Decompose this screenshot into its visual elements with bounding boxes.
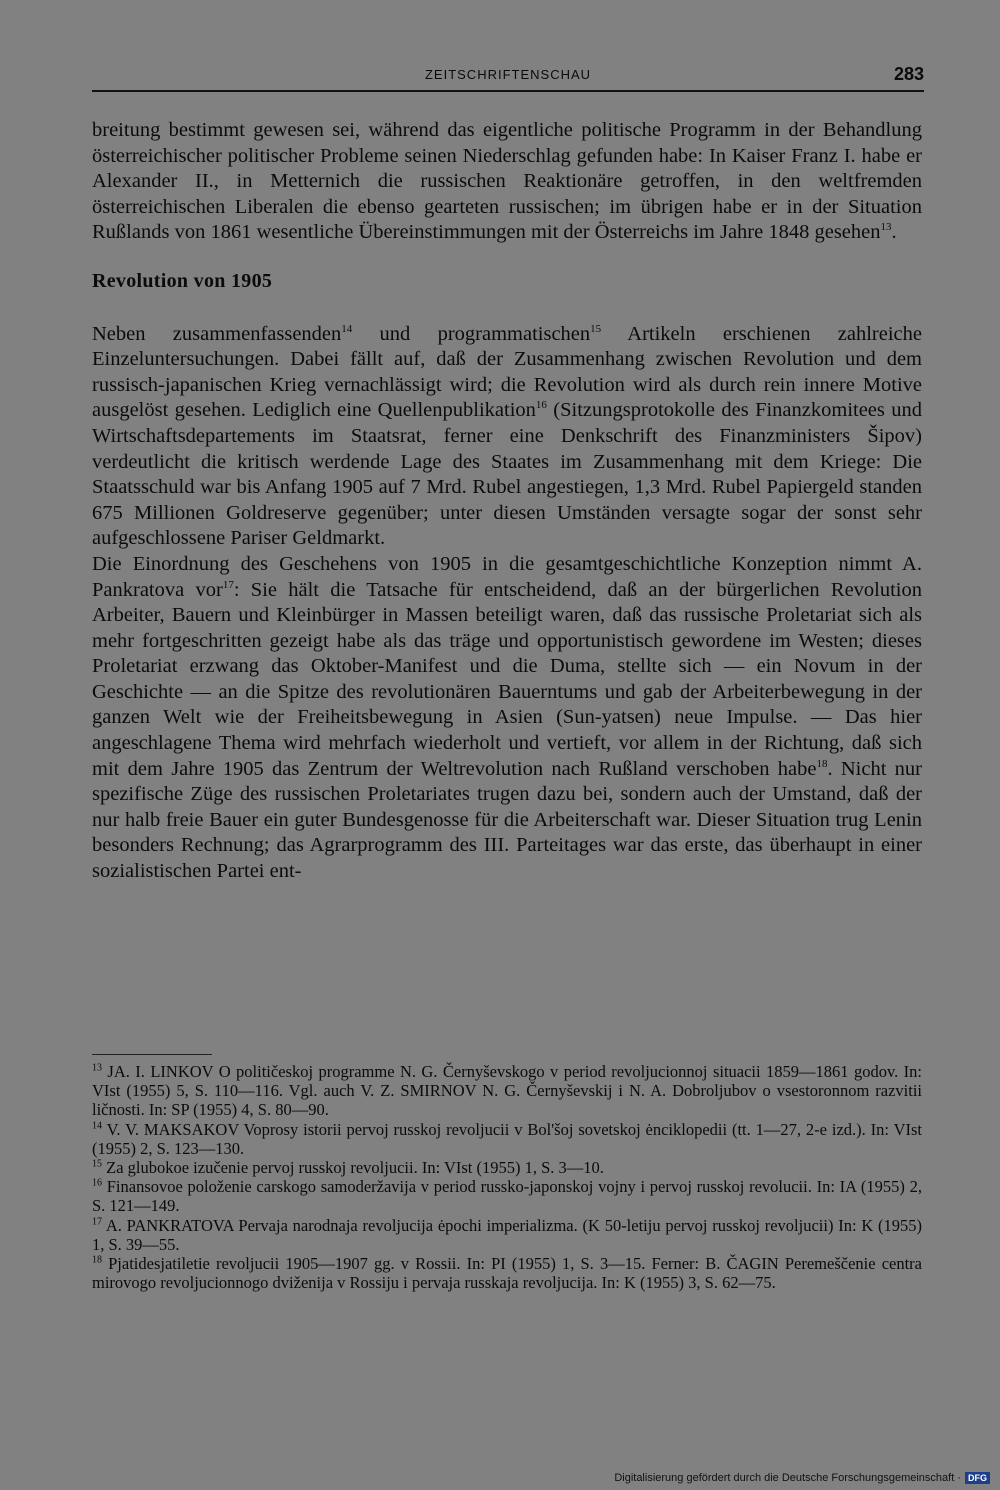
paragraph-2 [92,322,922,552]
footnote-15 [92,1158,922,1177]
paragraph-3-part-b: : Sie hält die Tatsache für entscheidend, daß an der bürgerlichen Revolution Arbeiter, Bauern und Kleinbürger in Massen beteiligt waren, daß das russische Proletariat sich als mehr fortgeschritten gezeigt habe als das träge und opportunistisch gewordene im Westen; dieses Proletariat erzwang das Oktober-Manifest und die Duma, stellte sich — ein Novum in der Geschichte — an die Spitze des revolutionären Bauerntums und gab der Arbeiterbewegung in der ganzen Welt wie der Freiheitsbewegung in Asien (Sun-yatsen) neue Impulse. — Das hier angeschlagene Thema wird mehrfach wiederholt und vertieft, vor allem in der Richtung, daß sich mit dem Jahre 1905 das Zentrum der Weltrevolution nach Rußland verschoben habe [92,578,923,780]
footnote-number: 16 [92,1177,102,1189]
paragraph-2-part-d: (Sitzungsprotokolle des Finanzkomitees und Wirtschaftsdepartements im Staatsrat, ferner eine Denkschrift des Finanzministers Šipov) verdeutlicht die kritisch werdende Lage des Staates im Zusammenhang mit dem Kriege: Die Staatsschuld war bis Anfang 1905 auf 7 Mrd. Rubel angestiegen, 1,3 Mrd. Rubel Papiergeld standen 675 Millionen Goldreserve gegenüber; unter diesen Umständen versagte sogar der sonst sehr aufgeschlossene Pariser Geldmarkt. [92,399,923,550]
paragraph-3-part-a: Die Einordnung des Geschehens von 1905 in die gesamtgeschichtliche Konzeption nimmt A. Pankratova vor [92,552,922,601]
paragraph-2-part-b: und programmatischen [352,322,591,345]
footnote-text: Finansovoe položenie carskogo samoderžavija v period russko-japonskoj vojny i pervoj russkoj revolucii. In: IA (1955) 2, S. 121—149. [92,1177,922,1216]
footnote-ref-16: 16 [535,399,547,412]
page-header [92,62,924,92]
footnote-14 [92,1120,922,1158]
footnote-divider [92,1054,212,1055]
footnote-number: 14 [92,1120,102,1132]
footnote-ref-17: 17 [222,578,234,591]
paragraph-1 [92,118,922,246]
footnote-ref-15: 15 [590,322,602,335]
footnote-text: V. V. MAKSAKOV Voprosy istorii pervoj russkoj revoljucii v Bol'šoj sovetskoj ėnciklopedii (tt. 1—27, 2-e izd.). In: VIst (1955) 2, S. 123—130. [92,1119,922,1158]
footnote-number: 15 [92,1158,102,1170]
footnote-number: 13 [92,1062,102,1074]
paragraph-3-part-c: . Nicht nur spezifische Züge des russischen Proletariates trugen dazu bei, sondern auch der Umstand, daß der nur halb freie Bauer ein guter Bundesgenosse für die Arbeiterschaft war. Dieser Situation trug Lenin besonders Rechnung; das Agrarprogramm des III. Parteitages war das erste, das überhaupt in einer sozialistischen Partei ent- [92,757,923,883]
credit-text: Digitalisierung gefördert durch die Deutsche Forschungsgemeinschaft · [614,1472,961,1484]
paragraph-3 [92,552,922,885]
running-head: ZEITSCHRIFTENSCHAU [424,67,592,82]
paragraph-2-part-a: Neben zusammenfassenden [92,322,342,345]
footnote-13 [92,1062,922,1120]
page-number: 283 [893,64,924,84]
body-text [92,118,922,885]
footnote-number: 18 [92,1254,102,1266]
footnote-text: A. PANKRATOVA Pervaja narodnaja revoljucija ėpochi imperializma. (K 50-letiju pervoj russkoj revoljucii) In: K (1955) 1, S. 39—55. [92,1215,922,1254]
footnote-ref-13: 13 [880,221,892,234]
footnote-text: Za glubokoe izučenie pervoj russkoj revoljucii. In: VIst (1955) 1, S. 3—10. [102,1158,604,1178]
footnote-text: Pjatidesjatiletie revoljucii 1905—1907 gg. v Rossii. In: PI (1955) 1, S. 3—15. Ferner: B. ČAGIN Peremeščenie centra mirovogo revoljucionnogo dviženija v Rossiju i pervaja russkaja revoljucija. In: K (1955) 3, S. 62—75. [92,1254,922,1293]
footnote-ref-14: 14 [341,322,353,335]
paragraph-2-part-c: Artikeln erschienen zahlreiche Einzeluntersuchungen. Dabei fällt auf, daß der Zusammenhang zwischen Revolution und dem russisch-japanischen Krieg vernachlässigt wird; die Revolution wird als durch rein innere Motive ausgelöst gesehen. Lediglich eine Quellenpublikation [92,322,923,422]
paragraph-1-end: . [891,221,897,244]
paragraph-1-text: breitung bestimmt gewesen sei, während das eigentliche politische Programm in der Behandlung österreichischer politischer Probleme seinen Niederschlag gefunden habe: In Kaiser Franz I. habe er Alexander II., in Metternich die russischen Reaktionäre getroffen, in den weltfremden österreichischen Liberalen die ebenso gearteten russischen; im übrigen habe er in der Situation Rußlands von 1861 wesentliche Übereinstimmungen mit der Österreichs im Jahre 1848 gesehen [92,119,922,244]
section-title: Revolution von 1905 [92,269,273,292]
footnote-17 [92,1216,922,1254]
dfg-logo-icon: DFG [965,1472,990,1484]
footnote-ref-18: 18 [816,757,828,770]
footnote-text: JA. I. LINKOV O političeskoj programme N. G. Černyševskogo v period revoljucionnoj situacii 1859—1861 godov. In: VIst (1955) 5, S. 110—116. Vgl. auch V. Z. SMIRNOV N. G. Černyševskij i N. A. Dobroljubov o vsestoronnom razvitii ličnosti. In: SP (1955) 4, S. 80—90. [92,1062,922,1120]
footnotes [92,1062,922,1292]
footnote-number: 17 [92,1216,102,1228]
footnote-16 [92,1177,922,1215]
footnote-18 [92,1254,922,1292]
digitization-credit [614,1472,990,1484]
